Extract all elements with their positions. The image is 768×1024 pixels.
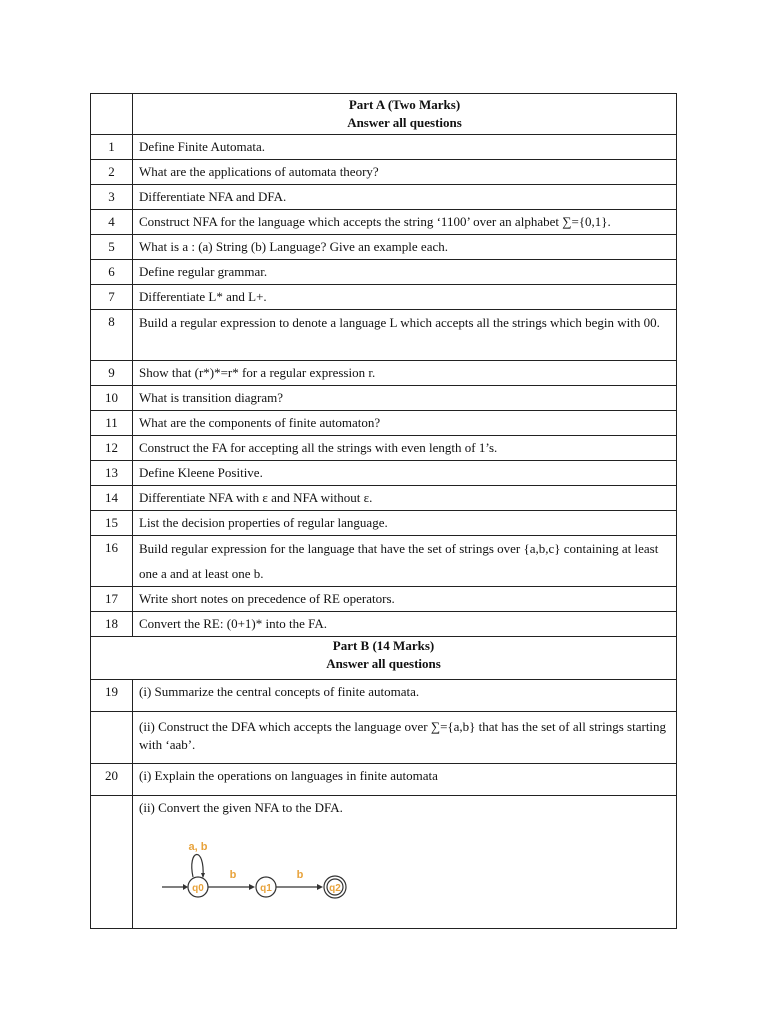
question-text: Differentiate NFA with ε and NFA without ε. [133, 486, 677, 511]
state-label-q0: q0 [192, 883, 204, 894]
part-a-header [133, 94, 677, 135]
question-text: (ii) Construct the DFA which accepts the language over ∑={a,b} that has the set of all strings starting with ‘aab’. [133, 712, 677, 764]
question-row [91, 436, 677, 461]
question-text: What are the applications of automata theory? [133, 160, 677, 185]
part-a-subtitle: Answer all questions [347, 115, 462, 130]
q19-row-i [91, 680, 677, 712]
edge-q1-q2-arrowhead [317, 884, 323, 890]
q20-part-ii-text: (ii) Convert the given NFA to the DFA. [139, 800, 343, 815]
question-text: Write short notes on precedence of RE operators. [133, 587, 677, 612]
question-text: Define Kleene Positive. [133, 461, 677, 486]
question-text: Construct the FA for accepting all the strings with even length of 1’s. [133, 436, 677, 461]
question-row [91, 461, 677, 486]
question-row [91, 160, 677, 185]
question-text: List the decision properties of regular language. [133, 511, 677, 536]
question-row [91, 285, 677, 310]
question-row [91, 310, 677, 361]
edge-label-q1-q2: b [296, 869, 304, 881]
question-number: 5 [91, 235, 133, 260]
edge-label-q0-q1: b [229, 869, 237, 881]
question-text: Build regular expression for the language that have the set of strings over {a,b,c} containing at least one a and at least one b. [133, 536, 677, 587]
question-number: 19 [91, 680, 133, 712]
nfa-diagram [157, 831, 357, 906]
question-text: Construct NFA for the language which accepts the string ‘1100’ over an alphabet ∑={0,1}. [133, 210, 677, 235]
question-text: Define Finite Automata. [133, 135, 677, 160]
question-number: 4 [91, 210, 133, 235]
question-number: 8 [91, 310, 133, 361]
question-number: 15 [91, 511, 133, 536]
question-number: 14 [91, 486, 133, 511]
question-text: (i) Explain the operations on languages in finite automata [133, 764, 677, 796]
part-b-title: Part B (14 Marks) [332, 638, 435, 653]
part-a-header-row [91, 94, 677, 135]
question-number: 10 [91, 386, 133, 411]
state-label-q1: q1 [260, 883, 272, 894]
part-b-header [91, 637, 677, 680]
question-text: (i) Summarize the central concepts of finite automata. [133, 680, 677, 712]
question-text: What is transition diagram? [133, 386, 677, 411]
question-text: Show that (r*)*=r* for a regular expression r. [133, 361, 677, 386]
question-number: 12 [91, 436, 133, 461]
question-table [90, 93, 677, 929]
question-number: 20 [91, 764, 133, 796]
state-label-q2: q2 [329, 883, 341, 894]
question-row [91, 210, 677, 235]
question-row [91, 612, 677, 637]
question-number: 18 [91, 612, 133, 637]
question-row [91, 587, 677, 612]
question-row [91, 536, 677, 587]
question-text: Differentiate NFA and DFA. [133, 185, 677, 210]
start-arrowhead [183, 884, 188, 890]
question-text: Define regular grammar. [133, 260, 677, 285]
loop-label: a, b [188, 841, 208, 853]
question-row [91, 361, 677, 386]
question-row [91, 260, 677, 285]
question-text: Build a regular expression to denote a language L which accepts all the strings which begin with 00. [133, 310, 677, 361]
question-number: 6 [91, 260, 133, 285]
question-row [91, 185, 677, 210]
question-row [91, 135, 677, 160]
edge-q0-q1-arrowhead [249, 884, 255, 890]
q20-row-i [91, 764, 677, 796]
question-number: 11 [91, 411, 133, 436]
question-number: 3 [91, 185, 133, 210]
question-number: 9 [91, 361, 133, 386]
question-text [133, 796, 677, 929]
question-text: Convert the RE: (0+1)* into the FA. [133, 612, 677, 637]
part-b-subtitle: Answer all questions [326, 656, 441, 671]
question-row [91, 411, 677, 436]
question-number: 2 [91, 160, 133, 185]
question-text: Differentiate L* and L+. [133, 285, 677, 310]
q19-row-ii [91, 712, 677, 764]
question-row [91, 386, 677, 411]
question-row [91, 235, 677, 260]
question-text: What are the components of finite automaton? [133, 411, 677, 436]
question-number: 16 [91, 536, 133, 587]
question-text: What is a : (a) String (b) Language? Give an example each. [133, 235, 677, 260]
question-number: 13 [91, 461, 133, 486]
part-b-header-row [91, 637, 677, 680]
q20-row-ii [91, 796, 677, 929]
question-row [91, 511, 677, 536]
question-number: 17 [91, 587, 133, 612]
question-row [91, 486, 677, 511]
question-number: 7 [91, 285, 133, 310]
question-number: 1 [91, 135, 133, 160]
part-a-title: Part A (Two Marks) [348, 97, 461, 112]
